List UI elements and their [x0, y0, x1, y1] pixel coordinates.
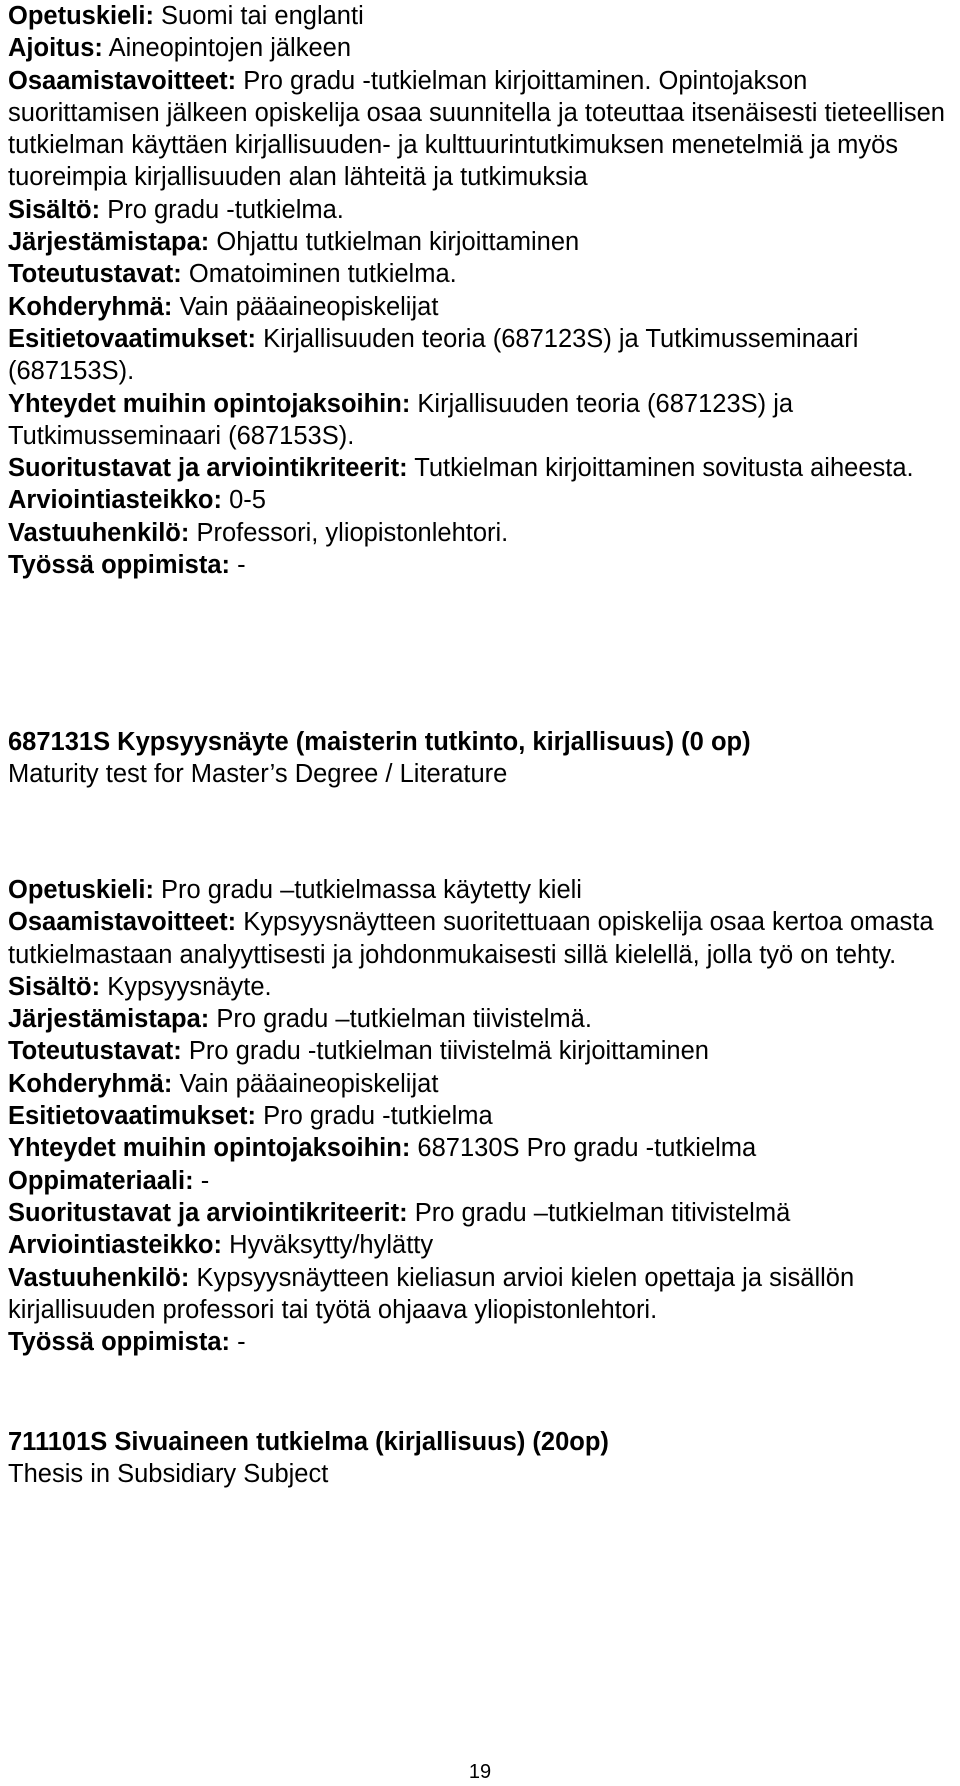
field-jarjestamistapa	[8, 226, 953, 258]
field-label: Toteutustavat:	[8, 260, 182, 289]
field-arviointiasteikko	[8, 1229, 953, 1261]
field-value: Tutkielman kirjoittaminen sovitusta aiheesta.	[407, 454, 914, 483]
field-value: Ohjattu tutkielman kirjoittaminen	[209, 228, 580, 257]
course-title: 687131S Kypsyysnäyte (maisterin tutkinto, kirjallisuus) (0 op)	[8, 728, 751, 756]
field-sisalto	[8, 971, 953, 1003]
field-esitietovaatimukset	[8, 1100, 953, 1132]
field-vastuuhenkilo	[8, 517, 953, 549]
field-value: Kypsyysnäyte.	[100, 972, 272, 1001]
field-value: Aineopintojen jälkeen	[102, 34, 352, 63]
field-label: Vastuuhenkilö:	[8, 1263, 190, 1292]
field-value: Kypsyysnäytteen suoritettuaan opiskelija osaa kertoa omasta tutkielmastaan analyyttisesti ja johdonmukaisesti sillä kielellä, jolla työ on tehty.	[8, 908, 934, 969]
field-value: Omatoiminen tutkielma.	[181, 260, 457, 289]
field-label: Työssä oppimista:	[8, 551, 230, 580]
course-block-1	[8, 0, 953, 581]
field-value: Pro gradu –tutkielman tiivistelmä.	[209, 1005, 592, 1034]
field-sisalto	[8, 194, 953, 226]
field-label: Esitietovaatimukset:	[8, 1102, 257, 1131]
field-label: Opetuskieli:	[8, 876, 154, 904]
field-label: Vastuuhenkilö:	[8, 518, 190, 547]
field-value: Hyväksytty/hylätty	[221, 1231, 434, 1260]
field-label: Sisältö:	[8, 972, 101, 1001]
field-label: Sisältö:	[8, 195, 101, 224]
field-label: Oppimateriaali:	[8, 1166, 194, 1195]
field-label: Opetuskieli:	[8, 2, 154, 30]
field-value: -	[230, 551, 246, 580]
field-value: Pro gradu -tutkielman kirjoittaminen. Opintojakson suorittamisen jälkeen opiskelija osaa suunnitella ja toteuttaa itsenäisesti tieteellisen tutkielman käyttäen kirjallisuuden- ja kulttuurintutkimuksen menetelmiä ja myös tuoreimpia kirjallisuuden alan lähteitä ja tutkimuksia	[8, 66, 945, 192]
field-arviointiasteikko	[8, 484, 953, 516]
field-value: Pro gradu –tutkielmassa käytetty kieli	[153, 876, 582, 904]
field-value: Pro gradu -tutkielma.	[100, 195, 344, 224]
course-subtitle: Maturity test for Master’s Degree / Literature	[8, 760, 508, 789]
field-yhteydet	[8, 388, 953, 453]
field-value: Vain pääaineopiskelijat	[172, 1069, 439, 1098]
field-suoritustavat	[8, 1197, 953, 1229]
field-esitietovaatimukset	[8, 323, 953, 388]
field-tyossa-oppimista	[8, 549, 953, 581]
field-value: Professori, yliopistonlehtori.	[189, 518, 509, 547]
field-tyossa-oppimista	[8, 1326, 953, 1358]
field-value: Pro gradu -tutkielman tiivistelmä kirjoittaminen	[181, 1037, 709, 1066]
field-value: 0-5	[221, 486, 266, 515]
field-yhteydet	[8, 1132, 953, 1164]
field-value: Kypsyysnäytteen kieliasun arvioi kielen opettaja ja sisällön kirjallisuuden professori tai työtä ohjaava yliopistonlehtori.	[8, 1263, 855, 1324]
field-toteutustavat	[8, 1035, 953, 1067]
field-label: Kohderyhmä:	[8, 1069, 173, 1098]
field-label: Osaamistavoitteet:	[8, 908, 237, 937]
course-2-details	[8, 874, 953, 1358]
field-label: Kohderyhmä:	[8, 292, 173, 321]
field-label: Arviointiasteikko:	[8, 486, 222, 515]
field-label: Järjestämistapa:	[8, 228, 210, 257]
field-label: Esitietovaatimukset:	[8, 324, 257, 353]
course-title: 711101S Sivuaineen tutkielma (kirjallisuus) (20op)	[8, 1428, 609, 1456]
field-osaamistavoitteet	[8, 906, 953, 971]
field-label: Yhteydet muihin opintojaksoihin:	[8, 389, 411, 418]
field-vastuuhenkilo	[8, 1262, 953, 1327]
field-label: Suoritustavat ja arviointikriteerit:	[8, 1198, 408, 1227]
field-value: Kirjallisuuden teoria (687123S) ja Tutkimusseminaari (687153S).	[8, 389, 794, 450]
field-label: Työssä oppimista:	[8, 1328, 230, 1357]
field-label: Arviointiasteikko:	[8, 1231, 222, 1260]
field-kohderyhma	[8, 1068, 953, 1100]
field-value: -	[193, 1166, 210, 1195]
field-kohderyhma	[8, 291, 953, 323]
field-opetuskieli	[8, 0, 953, 32]
field-suoritustavat	[8, 452, 953, 484]
field-ajoitus	[8, 32, 953, 64]
field-oppimateriaali	[8, 1165, 953, 1197]
field-value: Kirjallisuuden teoria (687123S) ja Tutkimusseminaari (687153S).	[8, 324, 859, 386]
field-value: Suomi tai englanti	[153, 2, 364, 30]
field-jarjestamistapa	[8, 1003, 953, 1035]
field-osaamistavoitteet	[8, 65, 953, 194]
field-label: Yhteydet muihin opintojaksoihin:	[8, 1134, 411, 1163]
field-toteutustavat	[8, 258, 953, 290]
field-value: Vain pääaineopiskelijat	[172, 292, 439, 321]
page-number: 19	[468, 1761, 492, 1783]
field-value: Pro gradu –tutkielman titivistelmä	[407, 1198, 791, 1227]
field-label: Osaamistavoitteet:	[8, 66, 237, 95]
field-opetuskieli	[8, 874, 953, 906]
field-value: 687130S Pro gradu -tutkielma	[410, 1134, 757, 1163]
field-value: -	[230, 1328, 246, 1357]
field-label: Toteutustavat:	[8, 1037, 182, 1066]
course-subtitle: Thesis in Subsidiary Subject	[8, 1460, 329, 1489]
course-block-3	[8, 1426, 953, 1491]
field-label: Järjestämistapa:	[8, 1005, 210, 1034]
field-label: Ajoitus:	[8, 34, 103, 63]
course-block-2	[8, 726, 953, 791]
field-value: Pro gradu -tutkielma	[256, 1102, 493, 1131]
field-label: Suoritustavat ja arviointikriteerit:	[8, 454, 408, 483]
